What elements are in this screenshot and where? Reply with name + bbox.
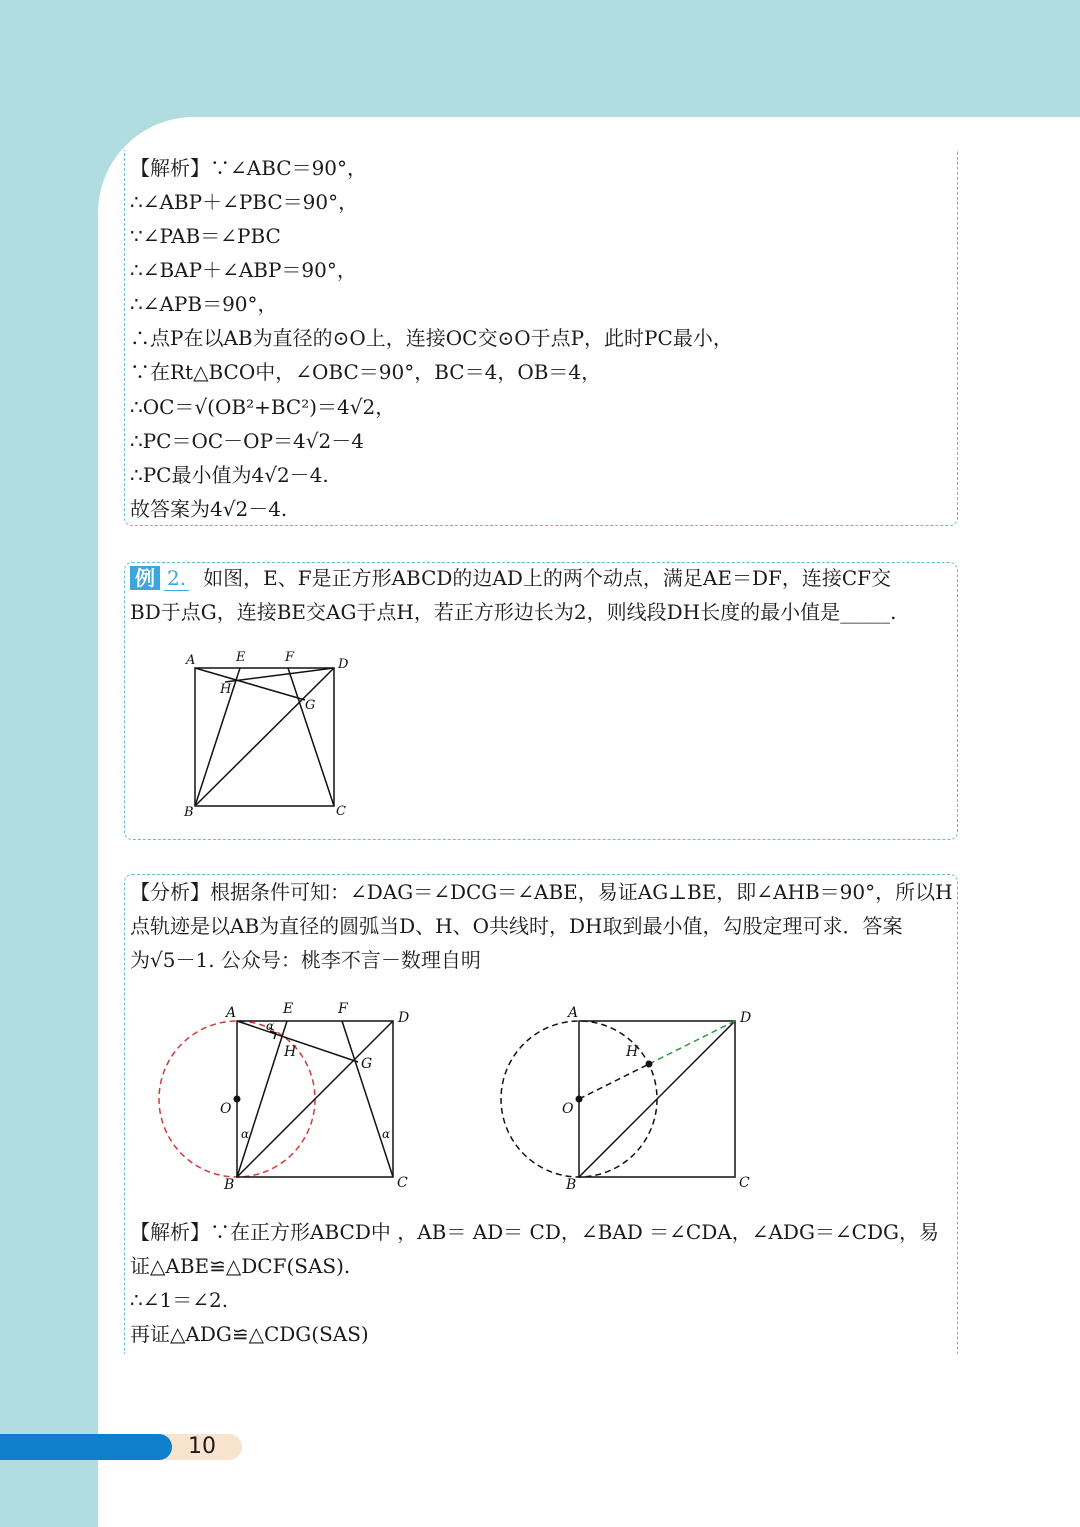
example-figure — [180, 648, 360, 823]
analysis-figure-left — [150, 995, 420, 1195]
solution-line: ∵在Rt△BCO中，∠OBC＝90°，BC＝4，OB＝4， — [130, 360, 602, 384]
label-D: D — [740, 1010, 752, 1026]
analysis-line: 点轨迹是以AB为直径的圆弧当D、H、O共线时，DH取到最小值，勾股定理可求．答案 — [130, 914, 903, 938]
solution-line: ∴点P在以AB为直径的⊙O上，连接OC交⊙O于点P，此时PC最小， — [130, 326, 733, 350]
label-D: D — [398, 1010, 410, 1026]
label-C: C — [397, 1175, 408, 1191]
label-C: C — [739, 1175, 750, 1191]
label-D: D — [338, 657, 349, 672]
label-O: O — [562, 1101, 574, 1117]
solution-line: ∴PC＝OC－OP＝4√2－4 — [130, 429, 364, 453]
label-alpha-top: α — [266, 1019, 275, 1033]
solution-line: 故答案为4√2－4. — [130, 497, 288, 521]
example-question-line-1 — [130, 566, 891, 590]
label-F: F — [285, 650, 295, 665]
example-text: 如图，E、F是正方形ABCD的边AD上的两个动点，满足AE＝DF，连接CF交 — [203, 566, 892, 590]
label-alpha-left: α — [241, 1127, 250, 1141]
label-E: E — [236, 650, 246, 665]
label-O: O — [220, 1101, 232, 1117]
label-B: B — [224, 1177, 235, 1193]
label-H: H — [220, 682, 232, 697]
label-G: G — [305, 698, 316, 713]
analysis-solution-line: 【解析】∵在正方形ABCD中 ，AB＝ AD＝ CD，∠BAD ＝∠CDA，∠ADG＝∠CDG，易 — [130, 1220, 939, 1244]
analysis-line: 为√5－1. 公众号：桃李不言－数理自明 — [130, 948, 481, 972]
analysis-solution-line: ∴∠1＝∠2. — [130, 1288, 229, 1312]
example-tag: 例 — [130, 566, 160, 590]
label-A: A — [226, 1005, 237, 1021]
solution-line: ∵∠PAB＝∠PBC — [130, 224, 281, 248]
label-C: C — [336, 804, 346, 819]
example-number: 2. — [164, 566, 189, 591]
example-question-line-2: BD于点G，连接BE交AG于点H，若正方形边长为2，则线段DH长度的最小值是_____. — [130, 600, 897, 624]
label-G: G — [361, 1056, 373, 1072]
solution-line: ∴PC最小值为4√2－4. — [130, 463, 329, 487]
analysis-line: 【分析】根据条件可知：∠DAG＝∠DCG＝∠ABE，易证AG⊥BE，即∠AHB＝90°，所以H — [130, 880, 953, 904]
label-A: A — [186, 653, 196, 668]
label-H: H — [626, 1044, 639, 1060]
label-F: F — [338, 1001, 348, 1017]
label-A: A — [568, 1005, 579, 1021]
label-E: E — [283, 1001, 294, 1017]
solution-line: ∴∠APB＝90°， — [130, 292, 278, 316]
solution-line: ∴∠ABP＋∠PBC＝90°， — [130, 190, 359, 214]
page-number: 10 — [188, 1434, 216, 1459]
solution-line: ∴OC＝√(OB²+BC²)＝4√2， — [130, 395, 396, 419]
label-alpha-right: α — [382, 1127, 391, 1141]
label-B: B — [184, 805, 194, 820]
solution-line: ∴∠BAP＋∠ABP＝90°， — [130, 258, 357, 282]
analysis-figure-right — [490, 995, 760, 1195]
footer-bar — [0, 1434, 172, 1460]
analysis-solution-line: 证△ABE≌△DCF(SAS). — [130, 1254, 351, 1278]
label-H: H — [284, 1044, 297, 1060]
analysis-solution-line: 再证△ADG≌△CDG(SAS) — [130, 1322, 369, 1346]
solution-line: 【解析】∵∠ABC＝90°， — [130, 156, 368, 180]
label-B: B — [566, 1177, 577, 1193]
